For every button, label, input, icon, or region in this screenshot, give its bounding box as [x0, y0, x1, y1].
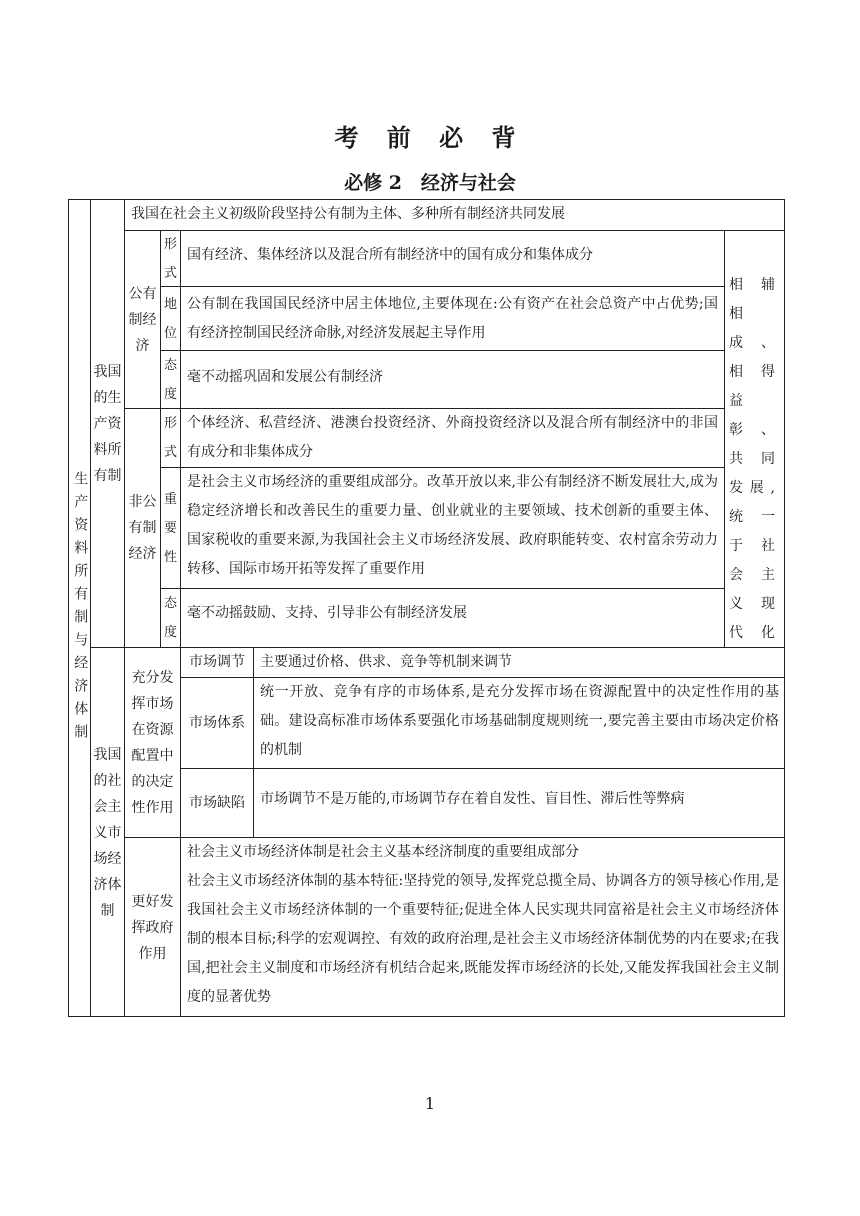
decisive-key-defect-cell [180, 768, 253, 837]
ownership-relation: 相辅相成、相得益彰、共同发展,统一于社会主义现代化 [729, 277, 781, 641]
public-key-form: 形式 [163, 236, 177, 281]
decisive-text-regulation-cell [253, 647, 785, 677]
decisive-key-defect: 市场缺陷 [189, 794, 245, 811]
public-text-form-cell [180, 230, 724, 286]
public-label: 公有制经济 [128, 285, 157, 354]
nonpublic-key-attitude: 态度 [163, 596, 177, 640]
table-bottom-border [68, 1016, 785, 1017]
page-number: 1 [424, 1094, 436, 1113]
decisive-label: 充分发挥市场在资源配置中的决定性作用 [131, 669, 174, 816]
nonpublic-text-importance: 是社会主义市场经济的重要组成部分。改革开放以来,非公有制经济不断发展壮大,成为稳定经济增长和改善民生的重要力量、创业就业的主要领域、技术创新的重要主体、国家税收的重要来源,为我国社会主义市场经济发展、政府职能转变、农村富余劳动力转移、国际市场开拓等发挥了重要作用 [187, 474, 718, 577]
table-right-border [784, 199, 785, 1017]
public-text-status: 公有制在我国国民经济中居主体地位,主要体现在:公有资产在社会总资产中占优势;国有经济控制国民经济命脉,对经济发展起主导作用 [187, 296, 718, 341]
decisive-key-regulation-cell [180, 647, 253, 677]
ownership-label: 我国的生产资料所有制 [93, 363, 122, 484]
public-text-status-cell [180, 286, 724, 350]
nonpublic-key-form-cell [160, 408, 180, 467]
public-key-status-cell [160, 286, 180, 350]
nonpublic-label-cell [124, 408, 160, 647]
decisive-text-defect: 市场调节不是万能的,市场调节存在着自发性、盲目性、滞后性等弊病 [260, 791, 685, 807]
public-text-form: 国有经济、集体经济以及混合所有制经济中的国有成分和集体成分 [187, 247, 593, 263]
public-key-status: 地位 [163, 296, 177, 341]
public-key-attitude-cell [160, 350, 180, 408]
nonpublic-text-importance-cell [180, 467, 724, 588]
decisive-text-defect-cell [253, 768, 785, 837]
public-text-attitude-cell [180, 350, 724, 408]
nonpublic-key-importance-cell [160, 467, 180, 588]
nonpublic-key-form: 形式 [163, 416, 177, 460]
col1-label-cell [68, 199, 90, 1017]
decisive-text-system-cell [253, 677, 785, 768]
decisive-text-system: 统一开放、竞争有序的市场体系,是充分发挥市场在资源配置中的决定性作用的基础。建设高标准市场体系要强化市场基础制度规则统一,要完善主要由市场决定价格的机制 [260, 684, 779, 758]
decisive-key-regulation: 市场调节 [189, 654, 245, 670]
col1-label: 生产资料所有制与经济体制 [72, 470, 89, 747]
nonpublic-text-attitude: 毫不动摇鼓励、支持、引导非公有制经济发展 [187, 605, 467, 621]
government-label-cell [124, 837, 180, 1017]
nonpublic-text-form: 个体经济、私营经济、港澳台投资经济、外商投资经济以及混合所有制经济中的非国有成分和非集体成分 [187, 415, 718, 460]
market-label-cell [90, 647, 124, 1017]
nonpublic-key-importance: 重要性 [163, 491, 177, 565]
government-text-line-2: 社会主义市场经济体制的基本特征:坚持党的领导,发挥党总揽全局、协调各方的领导核心作用,是我国社会主义市场经济体制的一个重要特征;促进全体人民实现共同富裕是社会主义市场经济体制的根本目标;科学的宏观调控、有效的政府治理,是社会主义市场经济体制优势的内在要求;在我国,把社会主义制度和市场经济有机结合起来,既能发挥市场经济的长处,又能发挥我国社会主义制度的显著优势 [187, 873, 779, 1005]
ownership-label-cell [90, 199, 124, 647]
decisive-key-system: 市场体系 [189, 714, 245, 731]
ownership-relation-cell [724, 230, 785, 647]
government-text-line-1: 社会主义市场经济体制是社会主义基本经济制度的重要组成部分 [187, 844, 579, 860]
nonpublic-text-form-cell [180, 408, 724, 467]
public-key-form-cell [160, 230, 180, 286]
public-label-cell [124, 230, 160, 408]
page-title: 考 前 必 背 [334, 123, 526, 152]
section-subtitle: 必修 2 经济与社会 [344, 172, 516, 194]
nonpublic-label: 非公有制经济 [128, 494, 157, 562]
decisive-text-regulation: 主要通过价格、供求、竞争等机制来调节 [260, 654, 512, 670]
public-key-attitude: 态度 [163, 357, 177, 402]
government-text-cell [180, 837, 785, 1017]
decisive-key-system-cell [180, 677, 253, 768]
ownership-intro-cell [124, 199, 785, 230]
decisive-label-cell [124, 647, 180, 837]
public-text-attitude: 毫不动摇巩固和发展公有制经济 [187, 369, 383, 385]
nonpublic-key-attitude-cell [160, 588, 180, 647]
nonpublic-text-attitude-cell [180, 588, 724, 647]
market-label: 我国的社会主义市场经济体制 [93, 746, 122, 919]
ownership-intro: 我国在社会主义初级阶段坚持公有制为主体、多种所有制经济共同发展 [131, 206, 565, 222]
government-label: 更好发挥政府作用 [131, 893, 174, 962]
